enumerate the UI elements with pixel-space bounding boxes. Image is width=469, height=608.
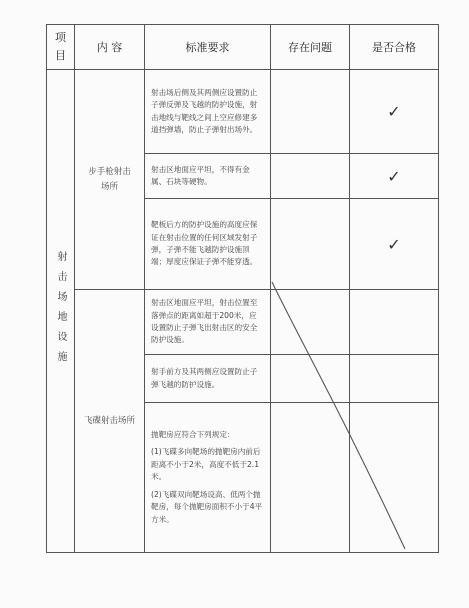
standard-cell: 射手前方及其两侧应设置防止子弹飞越的防护设施。 xyxy=(145,355,271,403)
table-row xyxy=(47,70,439,154)
issues-cell xyxy=(271,355,350,403)
header-row xyxy=(47,25,439,70)
issues-cell xyxy=(271,290,350,355)
category-skeet: 飞碟射击场所 xyxy=(75,290,145,553)
qualified-cell xyxy=(350,290,439,355)
header-issues: 存在问题 xyxy=(271,25,350,70)
header-content: 内 容 xyxy=(75,25,145,70)
issues-cell xyxy=(271,154,350,199)
header-item: 项目 xyxy=(47,25,75,70)
issues-cell xyxy=(271,70,350,154)
standard-cell: 射击区地面应平坦，不得有金属、石块等硬物。 xyxy=(145,154,271,199)
issues-cell xyxy=(271,403,350,553)
header-standard: 标准要求 xyxy=(145,25,271,70)
issues-cell xyxy=(271,199,350,290)
section-label: 射击场地设施 xyxy=(55,251,66,371)
standard-cell: 射击场后侧及其两侧应设置防止子弹反弹及飞越的防护设施，射击地线与靶线之间上空应修建多道挡弹墙，防止子弹射出场外。 xyxy=(145,70,271,154)
qualified-cell xyxy=(350,355,439,403)
qualified-check-mark: ✓ xyxy=(350,199,439,290)
standard-cell: 射击区地面应平坦，射击位置至落弹点的距离如超于200米，应设置防止子弹飞出射击区的安全防护设施。 xyxy=(145,290,271,355)
qualified-check-mark: ✓ xyxy=(350,70,439,154)
standard-cell: 抛靶房应符合下列规定： (1)飞碟多向靶场的抛靶房内前后距离不小于2米，高度不低于2.1米。 (2)飞碟双向靶场设高、低两个抛靶房，每个抛靶房面积不小于4平方米。 xyxy=(145,403,271,553)
qualified-check-mark: ✓ xyxy=(350,154,439,199)
category-handgun-rifle: 步手枪射击场所 xyxy=(75,70,145,290)
standard-cell: 靶板后方的防护设施的高度应保证在射击位置的任何区域发射子弹，子弹不能飞越防护设施顶端；厚度应保证子弹不能穿透。 xyxy=(145,199,271,290)
table-row xyxy=(47,290,439,355)
qualified-cell xyxy=(350,403,439,553)
section-cell xyxy=(47,70,75,553)
inspection-table xyxy=(46,24,439,553)
header-qualified: 是否合格 xyxy=(350,25,439,70)
